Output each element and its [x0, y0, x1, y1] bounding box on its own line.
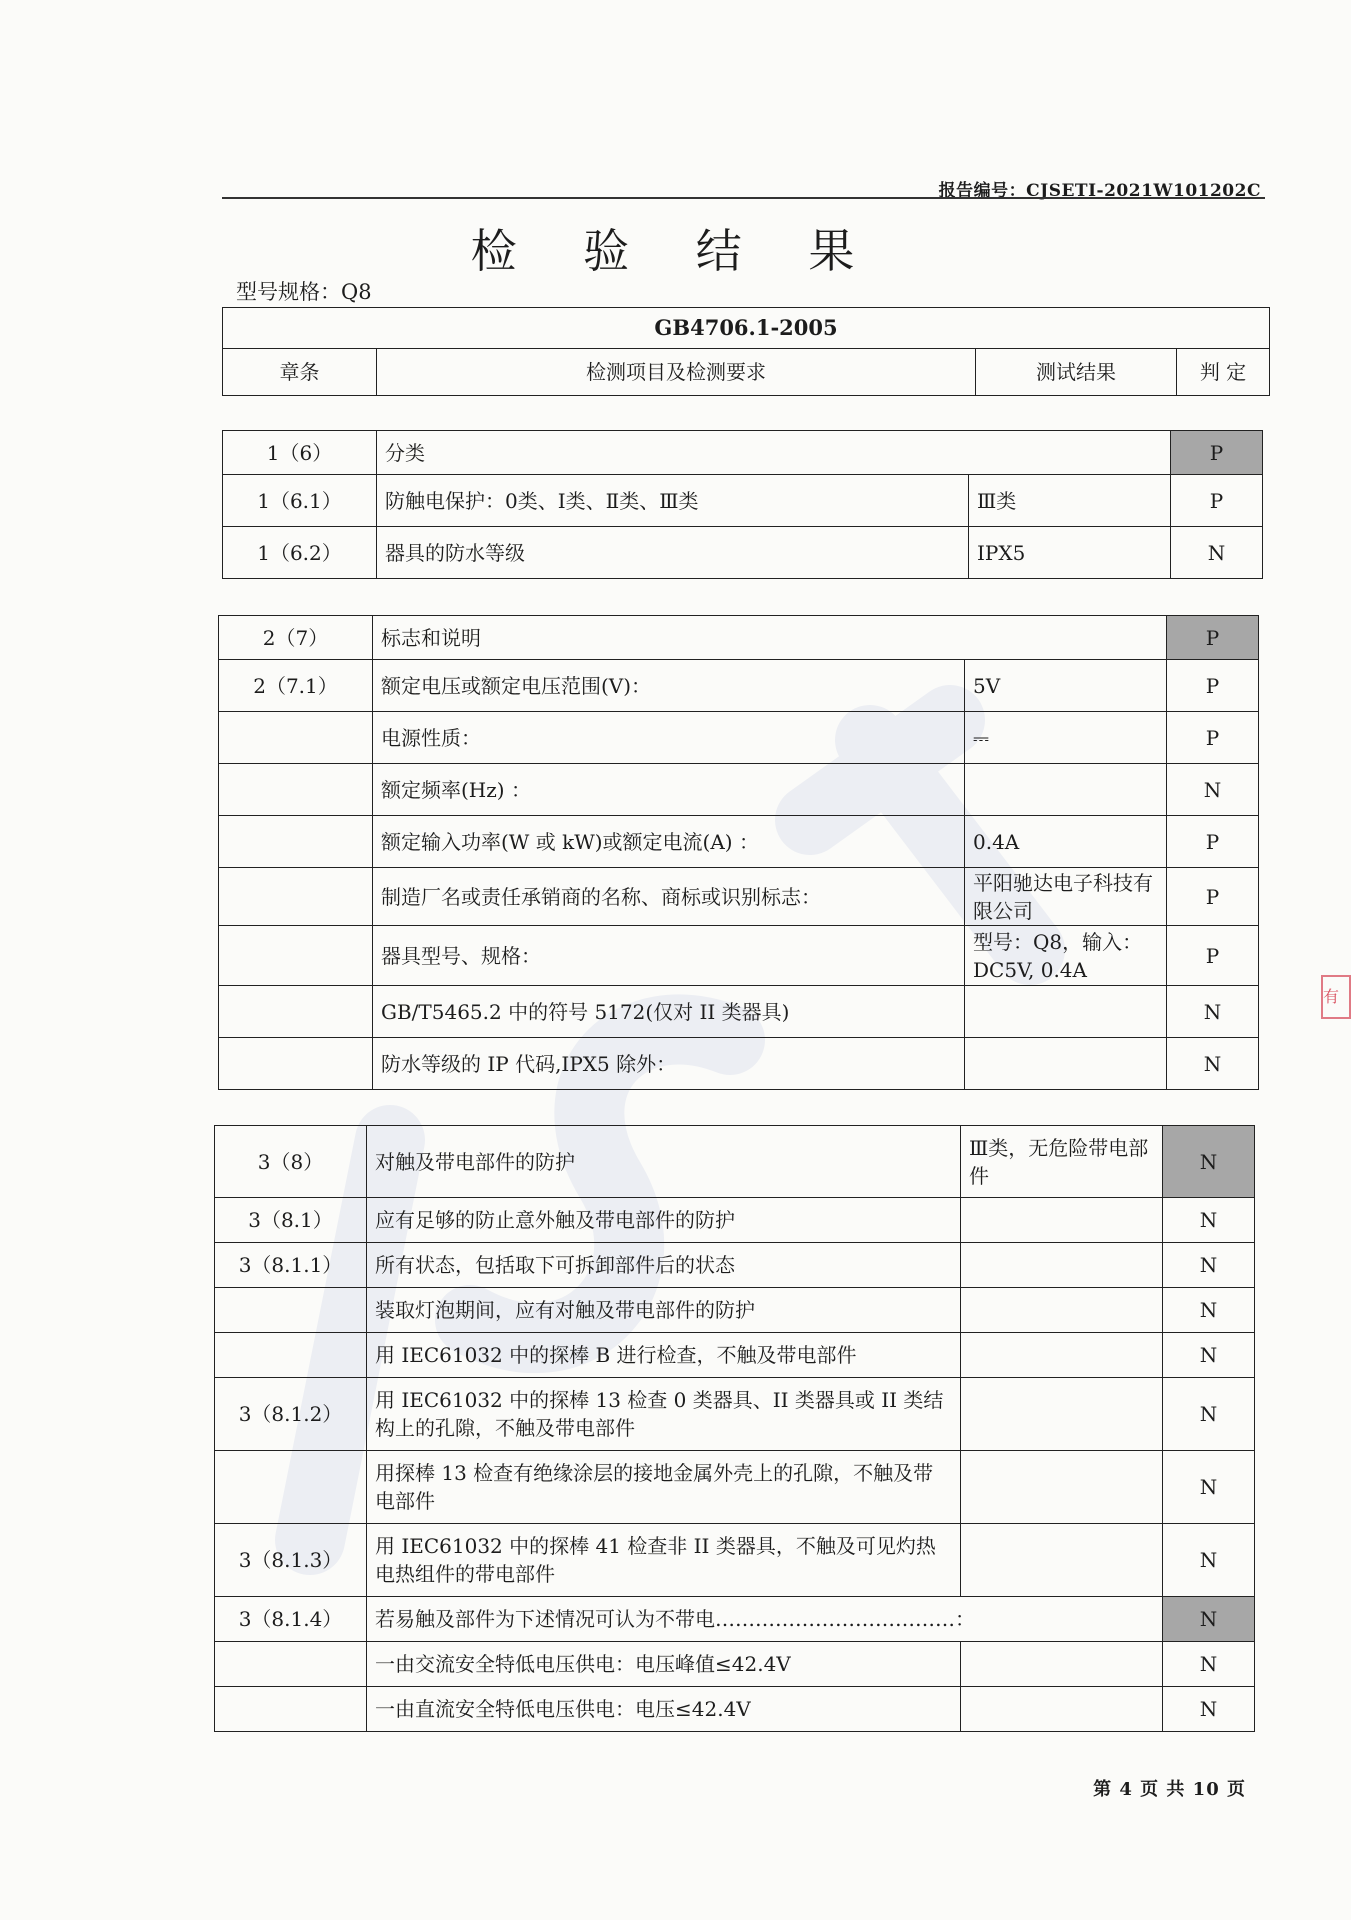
result-cell: 5V [965, 660, 1167, 712]
clause-cell: 3（8.1.1） [215, 1243, 367, 1288]
column-clause: 章条 [223, 349, 377, 396]
verdict-cell: P [1167, 868, 1259, 926]
result-cell: ⎓ [965, 712, 1167, 764]
item-cell: 装取灯泡期间，应有对触及带电部件的防护 [367, 1288, 961, 1333]
verdict-cell: N [1163, 1642, 1255, 1687]
item-cell: 用 IEC61032 中的探棒 41 检查非 II 类器具，不触及可见灼热电热组件的带电部件 [367, 1524, 961, 1597]
verdict-cell: P [1167, 712, 1259, 764]
standard-code: GB4706.1-2005 [223, 308, 1270, 349]
item-cell: 额定输入功率(W 或 kW)或额定电流(A) ： [373, 816, 965, 868]
item-cell: 应有足够的防止意外触及带电部件的防护 [367, 1198, 961, 1243]
verdict-cell: P [1167, 616, 1259, 660]
result-cell [961, 1642, 1163, 1687]
result-cell: 0.4A [965, 816, 1167, 868]
page-title: 检 验 结 果 [470, 224, 881, 278]
item-cell: 一由直流安全特低电压供电：电压≤42.4V [367, 1687, 961, 1732]
clause-cell: 3（8.1） [215, 1198, 367, 1243]
item-cell: 制造厂名或责任承销商的名称、商标或识别标志： [373, 868, 965, 926]
verdict-cell: P [1171, 475, 1263, 527]
item-cell: 额定频率(Hz) ： [373, 764, 965, 816]
clause-cell [215, 1451, 367, 1524]
header-table [222, 307, 1270, 396]
result-cell [961, 1288, 1163, 1333]
column-verdict: 判 定 [1177, 349, 1270, 396]
verdict-cell: N [1163, 1597, 1255, 1642]
item-cell: GB/T5465.2 中的符号 5172(仅对 II 类器具) [373, 986, 965, 1038]
side-stamp: 有 [1321, 975, 1351, 1019]
page-info: 第 4 页 共 10 页 [1093, 1779, 1246, 1800]
model-spec: 型号规格：Q8 [236, 280, 372, 304]
result-cell [961, 1333, 1163, 1378]
report-number: 报告编号：CJSETI-2021W101202C [938, 181, 1261, 201]
verdict-cell: N [1163, 1126, 1255, 1198]
result-cell: Ⅲ类 [969, 475, 1171, 527]
item-cell: 防水等级的 IP 代码,IPX5 除外： [373, 1038, 965, 1090]
clause-cell [219, 764, 373, 816]
result-cell [961, 1687, 1163, 1732]
verdict-cell: N [1167, 1038, 1259, 1090]
clause-cell: 1（6.1） [223, 475, 377, 527]
verdict-cell: P [1171, 431, 1263, 475]
clause-cell [215, 1333, 367, 1378]
clause-cell: 1（6） [223, 431, 377, 475]
item-cell: 分类 [377, 431, 1171, 475]
clause-cell: 2（7.1） [219, 660, 373, 712]
clause-cell: 3（8.1.4） [215, 1597, 367, 1642]
item-cell: 器具型号、规格： [373, 926, 965, 986]
result-cell [961, 1451, 1163, 1524]
clause-cell [219, 816, 373, 868]
item-cell: 额定电压或额定电压范围(V)： [373, 660, 965, 712]
header-rule [222, 197, 1265, 199]
verdict-cell: N [1163, 1687, 1255, 1732]
verdict-cell: N [1163, 1524, 1255, 1597]
clause-cell [219, 1038, 373, 1090]
column-item: 检测项目及检测要求 [377, 349, 976, 396]
column-result: 测试结果 [976, 349, 1177, 396]
result-cell [965, 1038, 1167, 1090]
clause-cell [219, 868, 373, 926]
result-cell [965, 764, 1167, 816]
item-cell: 对触及带电部件的防护 [367, 1126, 961, 1198]
clause-cell: 3（8.1.2） [215, 1378, 367, 1451]
verdict-cell: N [1167, 764, 1259, 816]
clause-cell [219, 926, 373, 986]
item-cell: 若易触及部件为下述情况可认为不带电………………………………： [367, 1597, 1163, 1642]
section3-table [214, 1125, 1255, 1732]
clause-cell: 3（8） [215, 1126, 367, 1198]
verdict-cell: N [1163, 1333, 1255, 1378]
result-cell [961, 1524, 1163, 1597]
verdict-cell: P [1167, 816, 1259, 868]
item-cell: 一由交流安全特低电压供电：电压峰值≤42.4V [367, 1642, 961, 1687]
clause-cell: 2（7） [219, 616, 373, 660]
result-cell [961, 1378, 1163, 1451]
item-cell: 用 IEC61032 中的探棒 B 进行检查，不触及带电部件 [367, 1333, 961, 1378]
verdict-cell: N [1163, 1378, 1255, 1451]
verdict-cell: N [1171, 527, 1263, 579]
section2-table [218, 615, 1259, 1090]
clause-cell: 3（8.1.3） [215, 1524, 367, 1597]
result-cell [961, 1198, 1163, 1243]
clause-cell [215, 1288, 367, 1333]
clause-cell [219, 712, 373, 764]
item-cell: 防触电保护：0类、Ⅰ类、Ⅱ类、Ⅲ类 [377, 475, 969, 527]
item-cell: 用探棒 13 检查有绝缘涂层的接地金属外壳上的孔隙，不触及带电部件 [367, 1451, 961, 1524]
clause-cell [219, 986, 373, 1038]
item-cell: 标志和说明 [373, 616, 1167, 660]
item-cell: 所有状态，包括取下可拆卸部件后的状态 [367, 1243, 961, 1288]
verdict-cell: N [1163, 1198, 1255, 1243]
verdict-cell: P [1167, 660, 1259, 712]
result-cell [961, 1243, 1163, 1288]
clause-cell [215, 1642, 367, 1687]
verdict-cell: P [1167, 926, 1259, 986]
result-cell [965, 986, 1167, 1038]
result-cell: 型号：Q8，输入：DC5V, 0.4A [965, 926, 1167, 986]
result-cell: IPX5 [969, 527, 1171, 579]
verdict-cell: N [1163, 1243, 1255, 1288]
result-cell: 平阳驰达电子科技有限公司 [965, 868, 1167, 926]
section1-table [222, 430, 1263, 579]
item-cell: 电源性质： [373, 712, 965, 764]
item-cell: 用 IEC61032 中的探棒 13 检查 0 类器具、II 类器具或 II 类结构上的孔隙，不触及带电部件 [367, 1378, 961, 1451]
verdict-cell: N [1167, 986, 1259, 1038]
verdict-cell: N [1163, 1288, 1255, 1333]
verdict-cell: N [1163, 1451, 1255, 1524]
item-cell: 器具的防水等级 [377, 527, 969, 579]
clause-cell: 1（6.2） [223, 527, 377, 579]
clause-cell [215, 1687, 367, 1732]
result-cell: Ⅲ类，无危险带电部件 [961, 1126, 1163, 1198]
